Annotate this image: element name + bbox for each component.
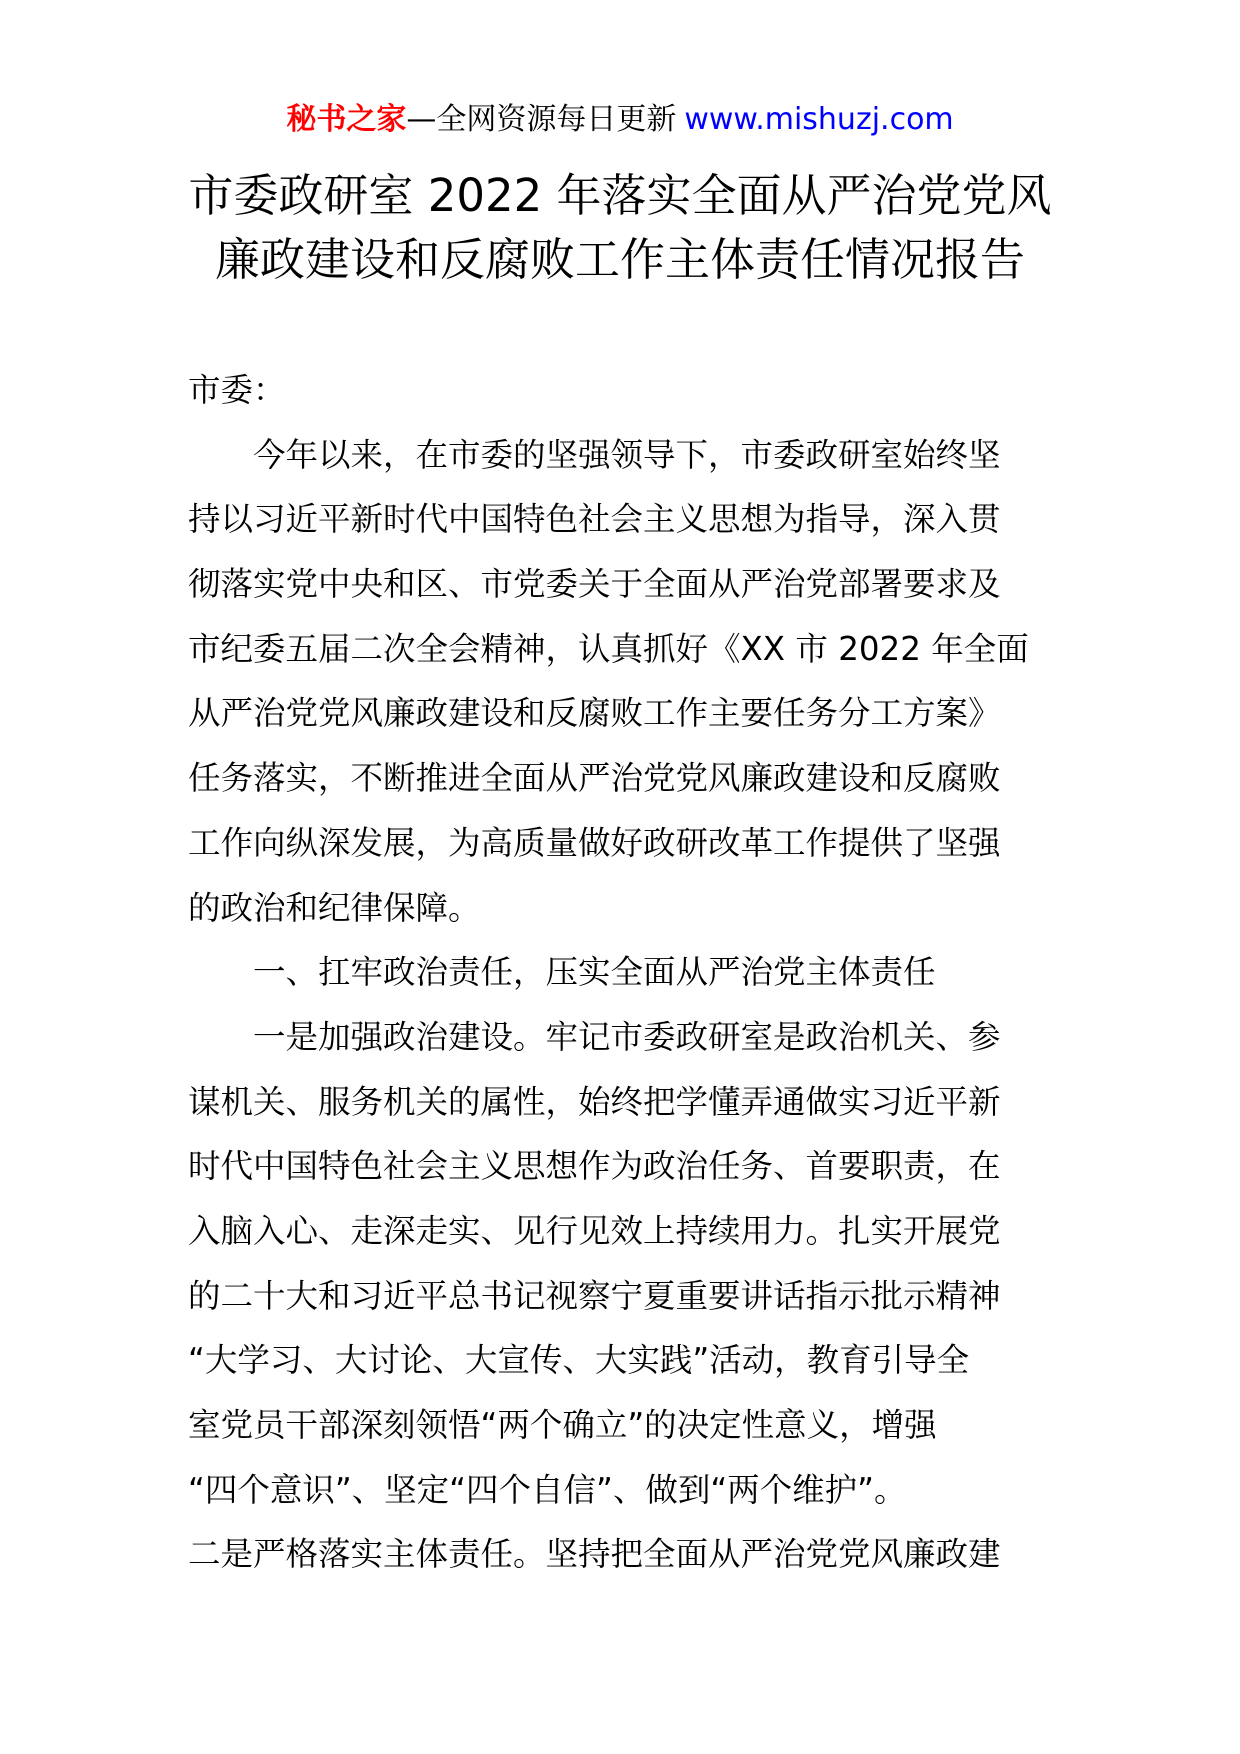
paragraph-line: 市纪委五届二次全会精神，认真抓好《XX 市 2022 年全面 [188,629,1029,668]
title-line: 市委政研室 2022 年落实全面从严治党党风 [188,169,1052,222]
brand-name: 秘书之家 [286,102,407,137]
site-url-link[interactable]: www.mishuzj.com [684,102,954,137]
document-body [188,358,1058,1587]
section-heading: 一、扛牢政治责任，压实全面从严治党主体责任 [253,953,936,992]
paragraph-line: 今年以来，在市委的坚强领导下，市委政研室始终坚 [253,435,1001,474]
site-slogan: —全网资源每日更新 [406,102,677,137]
paragraph-line: 的二十大和习近平总书记视察宁夏重要讲话指示批示精神 [188,1276,1001,1315]
paragraph-line: 的政治和纪律保障。 [188,888,481,927]
paragraph-line: 入脑入心、走深走实、见行见效上持续用力。扎实开展党 [188,1211,1001,1250]
title-line: 廉政建设和反腐败工作主体责任情况报告 [214,233,1025,286]
paragraph-line: 一是加强政治建设。牢记市委政研室是政治机关、参 [253,1017,1001,1056]
paragraph-line: 从严治党党风廉政建设和反腐败工作主要任务分工方案》 [188,694,1001,733]
paragraph-line: 任务落实，不断推进全面从严治党党风廉政建设和反腐败 [188,759,1001,798]
paragraph-line: 彻落实党中央和区、市党委关于全面从严治党部署要求及 [188,565,1001,604]
site-header [0,100,1240,140]
paragraph-line: 持以习近平新时代中国特色社会主义思想为指导，深入贯 [188,500,1001,539]
paragraph-line: 时代中国特色社会主义思想作为政治任务、首要职责，在 [188,1147,1001,1186]
document-title [0,164,1240,292]
paragraph-line: “四个意识”、坚定“四个自信”、做到“两个维护”。 [188,1470,907,1509]
paragraph-line: 工作向纵深发展，为高质量做好政研改革工作提供了坚强 [188,823,1001,862]
paragraph-line: 谋机关、服务机关的属性，始终把学懂弄通做实习近平新 [188,1082,1001,1121]
paragraph-line: “大学习、大讨论、大宣传、大实践”活动，教育引导全 [188,1341,970,1380]
paragraph-line: 二是严格落实主体责任。坚持把全面从严治党党风廉政建 [188,1535,1001,1574]
paragraph-line: 室党员干部深刻领悟“两个确立”的决定性意义，增强 [188,1406,937,1444]
salutation: 市委： [188,371,286,409]
